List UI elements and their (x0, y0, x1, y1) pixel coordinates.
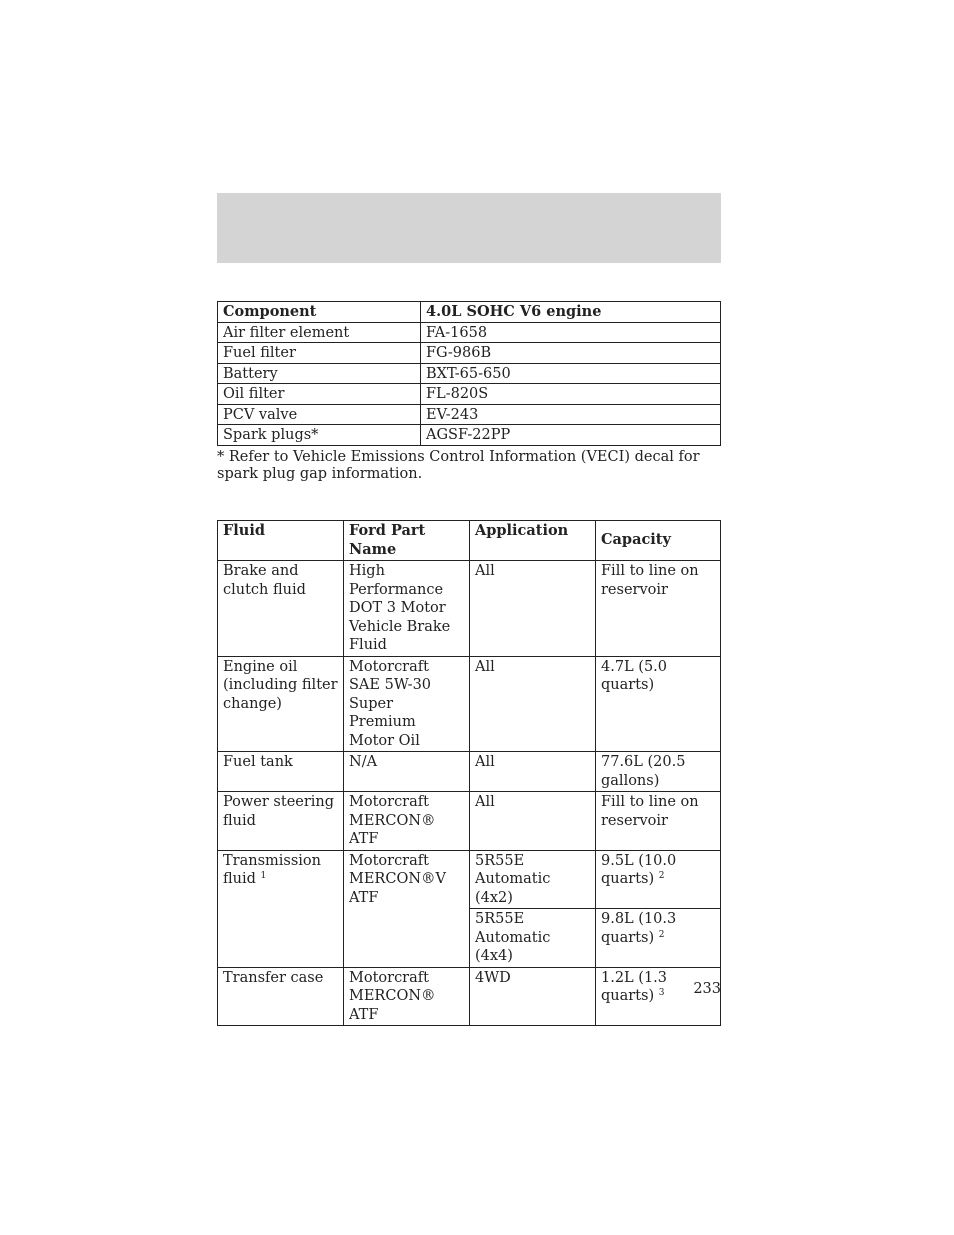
table-header-row (218, 302, 721, 323)
component-cell: PCV valve (218, 404, 421, 425)
table-row (218, 792, 721, 851)
part-number-cell: FA-1658 (421, 322, 721, 343)
application-cell: All (470, 752, 596, 792)
part-name-suffix: V ATF (349, 871, 447, 906)
column-header-capacity: Capacity (596, 521, 721, 561)
table-row (218, 425, 721, 446)
application-cell: All (470, 561, 596, 657)
fluid-cell: Power steering fluid (218, 792, 344, 851)
fluid-cell: Transfer case (218, 967, 344, 1026)
capacity-cell (596, 850, 721, 909)
fluid-cell: Fuel tank (218, 752, 344, 792)
application-cell: All (470, 656, 596, 752)
table-row (218, 322, 721, 343)
registered-mark: ® (421, 871, 436, 887)
part-name-text: Motorcraft MERCON (349, 969, 429, 1004)
fluid-text: Transmission fluid (223, 852, 322, 887)
fluids-table (217, 520, 721, 1026)
parts-table (217, 301, 721, 446)
part-name-cell (344, 850, 470, 967)
part-name-text: Motorcraft MERCON (349, 852, 429, 887)
component-cell: Spark plugs* (218, 425, 421, 446)
table-row (218, 384, 721, 405)
part-number-cell: FG-986B (421, 343, 721, 364)
page-number: 233 (693, 981, 721, 997)
part-name-cell: High Performance DOT 3 Motor Vehicle Brake Fluid (344, 561, 470, 657)
component-cell: Fuel filter (218, 343, 421, 364)
footnote-marker: 2 (658, 871, 665, 881)
capacity-cell: Fill to line on reservoir (596, 561, 721, 657)
section-header-band (217, 193, 721, 263)
column-header-ford-part-name: Ford Part Name (344, 521, 470, 561)
application-cell: 4WD (470, 967, 596, 1026)
footnote-marker: 1 (260, 871, 267, 881)
table-row (218, 561, 721, 657)
column-header-application: Application (470, 521, 596, 561)
fluid-cell (218, 850, 344, 967)
capacity-cell: 77.6L (20.5 gallons) (596, 752, 721, 792)
table-row (218, 752, 721, 792)
part-name-suffix: ATF (349, 831, 379, 847)
capacity-text: 1.2L (1.3 quarts) (601, 969, 668, 1004)
footnote-marker: 2 (658, 929, 665, 940)
fluid-cell: Engine oil (including filter change) (218, 656, 344, 752)
table-row (218, 343, 721, 364)
part-number-cell: EV-243 (421, 404, 721, 425)
capacity-cell (596, 909, 721, 968)
footnote-marker: 3 (658, 988, 665, 998)
table-row (218, 967, 721, 1026)
capacity-cell: Fill to line on reservoir (596, 792, 721, 851)
registered-mark: ® (421, 988, 436, 1004)
application-cell: All (470, 792, 596, 851)
part-name-cell (344, 967, 470, 1026)
component-cell: Battery (218, 363, 421, 384)
table-header-row (218, 521, 721, 561)
component-cell: Air filter element (218, 322, 421, 343)
part-name-suffix: ATF (349, 1006, 379, 1023)
column-header-component: Component (218, 302, 421, 323)
component-cell: Oil filter (218, 384, 421, 405)
spark-plug-footnote: * Refer to Vehicle Emissions Control Information (VECI) decal for spark plug gap information. (217, 449, 700, 482)
part-number-cell: FL-820S (421, 384, 721, 405)
capacity-text: 9.8L (10.3 quarts) (601, 911, 677, 946)
fluid-cell: Brake and clutch fluid (218, 561, 344, 657)
application-cell: 5R55E Automatic (4x4) (470, 909, 596, 968)
capacity-cell: 4.7L (5.0 quarts) (596, 656, 721, 752)
table-row (218, 404, 721, 425)
table-row (218, 850, 721, 909)
table-row (218, 363, 721, 384)
registered-mark: ® (421, 812, 436, 829)
part-name-text: Motorcraft MERCON (349, 794, 429, 829)
column-header-engine: 4.0L SOHC V6 engine (421, 302, 721, 323)
column-header-fluid: Fluid (218, 521, 344, 561)
part-number-cell: AGSF-22PP (421, 425, 721, 446)
table-row (218, 656, 721, 752)
capacity-text: 9.5L (10.0 quarts) (601, 852, 677, 887)
part-name-cell: Motorcraft SAE 5W-30 Super Premium Motor Oil (344, 656, 470, 752)
part-name-cell: N/A (344, 752, 470, 792)
application-cell: 5R55E Automatic (4x2) (470, 850, 596, 909)
part-number-cell: BXT-65-650 (421, 363, 721, 384)
part-name-cell (344, 792, 470, 851)
